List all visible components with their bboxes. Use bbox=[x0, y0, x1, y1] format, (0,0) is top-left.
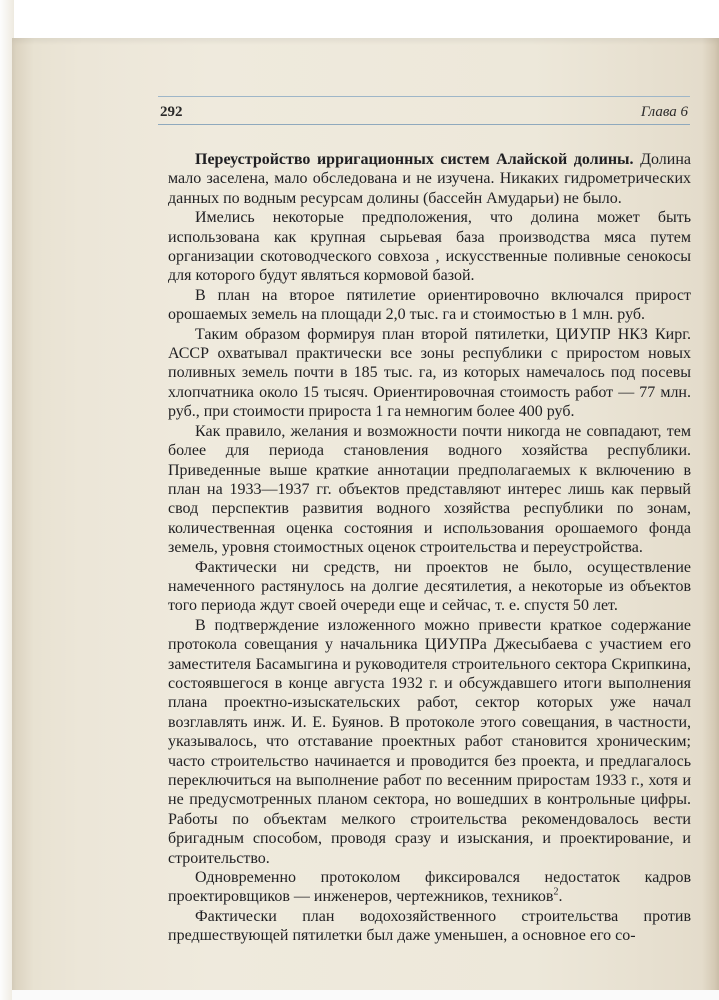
paragraph: Фактически ни средств, ни проектов не было, осуществление намеченного растянулось на долгие десятилетия, а некоторые из объектов того периода ждут своей очереди еще и сейчас, т. е. спустя 50 лет. bbox=[168, 558, 691, 615]
footnote-marker: 2 bbox=[553, 887, 559, 899]
paragraph: Как правило, желания и возможности почти никогда не совпадают, тем более для периода становления водного хозяйства республики. Приведенные выше краткие аннотации предполагаемых к включению в план на 1933—1937 гг. объектов представляют интерес лишь как первый свод перспектив развития водного хозяйства республики по зонам, количественная оценка состояния и использования орошаемого фонда земель, уровня стоимостных оценок строительства и переустройства. bbox=[168, 422, 691, 557]
header-rule-bottom bbox=[158, 124, 690, 125]
body-text bbox=[168, 150, 691, 946]
paragraph bbox=[168, 868, 691, 907]
paragraph: Фактически план водохозяйственного строительства против предшествующей пятилетки был даже уменьшен, а основное его со- bbox=[168, 907, 691, 945]
paragraph-text: Долина мало заселена, мало обследована и не изучена. Никаких гидрометрических данных по водным ресурсам долины (бассейн Амударьи) не было. bbox=[168, 151, 692, 207]
paragraph-text: Одновременно протоколом фиксировался недостаток кадров проектировщиков — инженеров, чертежников, техников bbox=[168, 869, 691, 906]
header-rule-top bbox=[158, 96, 690, 97]
paragraph bbox=[168, 150, 691, 208]
page-edge bbox=[12, 990, 719, 1000]
section-title: Переустройство ирригационных систем Алайской долины. bbox=[195, 151, 634, 168]
running-header bbox=[160, 104, 688, 124]
paragraph: В подтверждение изложенного можно привести краткое содержание протокола совещания у начальника ЦИУПРа Джесыбаева с участием его заместителя Басамыгина и руководителя строительного сектора Скрипкина, состоявшегося в конце августа 1932 г. и обсуждавшего итоги выполнения плана проектно-изыскательских работ, сектор которых уже начал возглавлять инж. И. Е. Буянов. В протоколе этого совещания, в частности, указывалось, что отставание проектных работ становится хроническим; часто строительство начинается и проводится без проекта, и предлагалось переключиться на выполнение работ по весенним приростам 1933 г., хотя и не предусмотренных планом сектора, но вошедших в контрольные цифры. Работы по объектам мелкого строительства рекомендовалось вести бригадным способом, проводя сразу и изыскания, и проектирование, и строительство. bbox=[168, 616, 691, 867]
paragraph: Таким образом формируя план второй пятилетки, ЦИУПР НКЗ Кирг. АССР охватывал практически все зоны республики с приростом новых поливных земель почти в 185 тыс. га, из которых намечалось под посевы хлопчатника около 15 тысяч. Ориентировочная стоимость работ — 77 млн. руб., при стоимости прироста 1 га немногим более 400 руб. bbox=[168, 325, 691, 421]
paragraph: Имелись некоторые предположения, что долина может быть использована как крупная сырьевая база производства мяса путем организации скотоводческого совхоза , искусственные поливные сенокосы для которого будут являться кормовой базой. bbox=[168, 209, 691, 285]
chapter-title: Глава 6 bbox=[640, 104, 688, 120]
page-number: 292 bbox=[160, 104, 183, 120]
paragraph: В план на второе пятилетие ориентировочно включался прирост орошаемых земель на площади 2,0 тыс. га и стоимостью в 1 млн. руб. bbox=[168, 286, 691, 324]
paragraph-tail: . bbox=[558, 888, 563, 906]
